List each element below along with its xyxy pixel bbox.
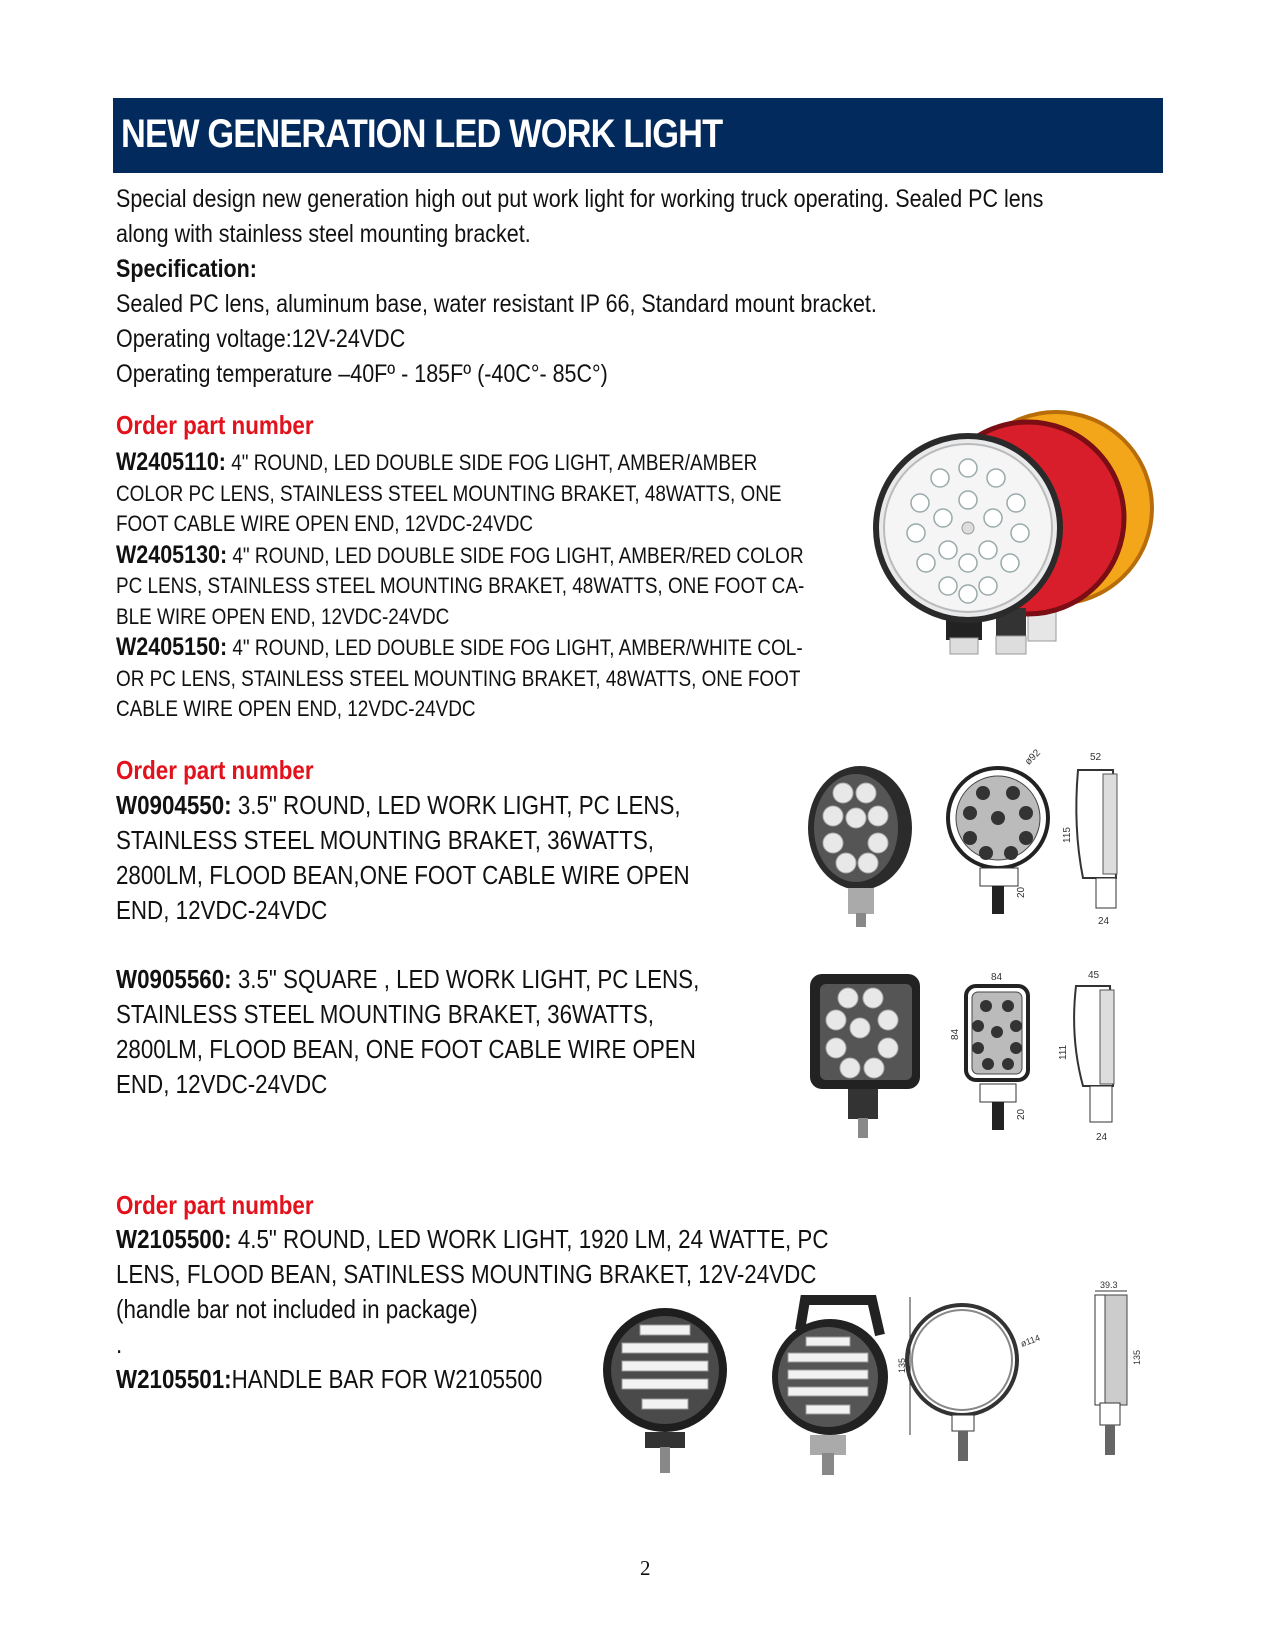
part-desc: 4" ROUND, LED DOUBLE SIDE FOG LIGHT, AMBER/RED COLOR (227, 542, 804, 568)
intro-line: along with stainless steel mounting bracket. (116, 220, 531, 248)
part-desc: 4" ROUND, LED DOUBLE SIDE FOG LIGHT, AMBER/AMBER (225, 450, 758, 475)
part-desc: OR PC LENS, STAINLESS STEEL MOUNTING BRAKET, 48WATTS, ONE FOOT (116, 665, 801, 691)
dim-side-height: 135 (1132, 1349, 1142, 1365)
part-desc: 3.5" ROUND, LED WORK LIGHT, PC LENS, (231, 790, 681, 820)
part-desc: CABLE WIRE OPEN END, 12VDC-24VDC (116, 696, 476, 721)
part-desc: COLOR PC LENS, STAINLESS STEEL MOUNTING BRAKET, 48WATTS, ONE (116, 480, 782, 506)
part-desc: HANDLE BAR FOR W2105500 (231, 1364, 543, 1394)
dim-face-height: 84 (950, 1028, 961, 1040)
dim-depth: 39.3 (1100, 1280, 1118, 1290)
dim-base: 24 (1098, 916, 1110, 927)
part-desc: END, 12VDC-24VDC (116, 1069, 328, 1099)
part-item (116, 962, 699, 1102)
title-banner (113, 98, 1163, 173)
part-desc: 4" ROUND, LED DOUBLE SIDE FOG LIGHT, AMBER/WHITE COL- (227, 635, 803, 660)
part-number: W0904550: (116, 790, 232, 820)
part-desc: (handle bar not included in package) (116, 1294, 478, 1324)
dim-width: 84 (991, 972, 1003, 983)
page-title: NEW GENERATION LED WORK LIGHT (121, 112, 723, 156)
section-heading: Order part number (116, 410, 314, 440)
part-desc: STAINLESS STEEL MOUNTING BRAKET, 36WATTS, (116, 825, 654, 855)
part-item (116, 1222, 829, 1397)
part-desc: FOOT CABLE WIRE OPEN END, 12VDC-24VDC (116, 511, 534, 536)
spec-line: Operating temperature –40Fº - 185Fº (-40C°- 85C°) (116, 360, 608, 388)
dim-diameter: ø114 (1019, 1332, 1042, 1349)
part-desc: BLE WIRE OPEN END, 12VDC-24VDC (116, 603, 450, 629)
spec-line: Sealed PC lens, aluminum base, water resistant IP 66, Standard mount bracket. (116, 290, 877, 318)
dim-height: 135 (897, 1357, 907, 1373)
intro-block (116, 182, 1043, 392)
part-item (116, 788, 690, 928)
dim-base: 24 (1096, 1132, 1108, 1143)
square-work-light-image (808, 968, 1148, 1148)
spec-line: Operating voltage:12V-24VDC (116, 325, 406, 353)
round-work-light-image (808, 748, 1148, 928)
intro-line: Special design new generation high out put work light for working truck operating. Sealed PC lens (116, 185, 1044, 213)
part-desc: 2800LM, FLOOD BEAN, ONE FOOT CABLE WIRE OPEN (116, 1034, 696, 1064)
part-number: W0905560: (116, 964, 232, 994)
part-desc: END, 12VDC-24VDC (116, 895, 328, 925)
part-number: W2105500: (116, 1224, 232, 1254)
dim-diameter: ø92 (1022, 747, 1043, 768)
part-desc: 2800LM, FLOOD BEAN,ONE FOOT CABLE WIRE OPEN (116, 860, 690, 890)
part-desc: . (116, 1329, 123, 1359)
part-desc: 4.5" ROUND, LED WORK LIGHT, 1920 LM, 24 WATTE, PC (231, 1224, 829, 1254)
dim-height: 111 (1058, 1044, 1069, 1060)
part-number: W2405150: (116, 633, 228, 661)
part-desc: STAINLESS STEEL MOUNTING BRAKET, 36WATTS, (116, 999, 654, 1029)
spec-heading: Specification: (116, 255, 257, 283)
part-desc: 3.5" SQUARE , LED WORK LIGHT, PC LENS, (231, 964, 700, 994)
page-number: 2 (640, 1556, 651, 1580)
section-heading: Order part number (116, 755, 314, 785)
part-item (116, 447, 804, 725)
part-number: W2405130: (116, 540, 228, 569)
double-side-fog-light-image (878, 408, 1148, 658)
part-desc: PC LENS, STAINLESS STEEL MOUNTING BRAKET, 48WATTS, ONE FOOT CA- (116, 573, 805, 598)
dim-depth: 45 (1088, 970, 1100, 981)
dim-stud: 20 (1016, 886, 1027, 898)
dim-height: 115 (1062, 827, 1073, 843)
part-desc: LENS, FLOOD BEAN, SATINLESS MOUNTING BRAKET, 12V-24VDC (116, 1259, 817, 1289)
part-number: W2105501: (116, 1364, 232, 1394)
section-heading: Order part number (116, 1190, 314, 1220)
dim-stud: 20 (1016, 1108, 1027, 1120)
part-number: W2405110: (116, 448, 226, 476)
dim-depth: 52 (1090, 752, 1102, 763)
